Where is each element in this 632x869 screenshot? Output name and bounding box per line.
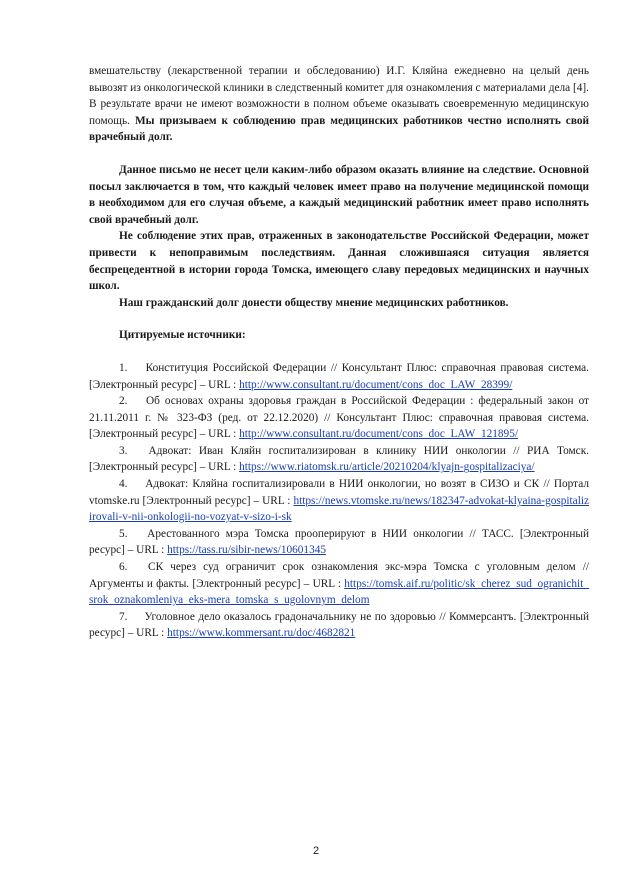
- page-number: 2: [312, 845, 320, 857]
- source-link[interactable]: https://news.vtomske.ru/news/182347-advokat-klyaina-gospitalizirovali-v-nii-onkologii-no-vozyat-v-sizo-i-sk: [89, 494, 589, 524]
- source-item: [89, 443, 589, 476]
- source-number: 7.: [119, 610, 128, 623]
- source-link[interactable]: http://www.consultant.ru/document/cons_doc_LAW_121895/: [239, 428, 518, 441]
- source-item: [89, 559, 589, 609]
- paragraph-4: Наш гражданский долг донести обществу мнение медицинских работников.: [119, 296, 509, 309]
- source-item: [89, 393, 589, 443]
- source-link[interactable]: http://www.consultant.ru/document/cons_doc_LAW_28399/: [239, 378, 513, 391]
- source-text: Об основах охраны здоровья граждан в Российской Федерации : федеральный закон от 21.11.2011 г. № 323-ФЗ (ред. от 22.12.2020) // Консультант Плюс: справочная правовая система. [Электронный ресурс] – URL :: [89, 395, 589, 441]
- paragraph-1-bold-text: Мы призываем к соблюдению прав медицинских работников честно исполнять свой врачебный долг.: [89, 114, 590, 144]
- spacer: [89, 311, 589, 327]
- source-link[interactable]: https://tomsk.aif.ru/politic/sk_cherez_sud_ogranichit_srok_oznakomleniya_eks-mera_tomska_s_ugolovnym_delom: [89, 577, 589, 607]
- paragraph-2: Данное письмо не несет цели каким-либо образом оказать влияние на следствие. Основной посыл заключается в том, что каждый человек имеет право на получение медицинской помощи в необходимом для его случая объеме, а каждый медицинский работник имеет право исполнять свой врачебный долг.: [89, 163, 589, 226]
- source-text: Уголовное дело оказалось градоначальнику не по здоровью // Коммерсантъ. [Электронный ресурс] – URL :: [89, 610, 589, 640]
- source-number: 5.: [119, 527, 128, 540]
- paragraph-1: [89, 63, 589, 146]
- sources-list: [89, 360, 589, 642]
- spacer: [89, 344, 589, 360]
- source-number: 4.: [119, 478, 128, 491]
- source-link[interactable]: https://tass.ru/sibir-news/10601345: [167, 544, 327, 557]
- source-item: [89, 360, 589, 393]
- page-content: [89, 63, 589, 642]
- source-number: 6.: [119, 561, 128, 574]
- source-text: Арестованного мэра Томска прооперируют в НИИ онкологии // ТАСС. [Электронный ресурс] – URL :: [89, 527, 590, 557]
- source-text: СК через суд ограничит срок ознакомления экс-мэра Томска с уголовным делом // Аргументы и факты. [Электронный ресурс] – URL :: [89, 561, 589, 590]
- source-text: Адвокат: Иван Кляйн госпитализирован в клинику НИИ онкологии // РИА Томск. [Электронный ресурс] – URL :: [89, 444, 590, 474]
- source-text: Адвокат: Кляйна госпитализировали в НИИ онкологии, но возят в СИЗО и СК // Портал vtomske.ru [Электронный ресурс] – URL :: [89, 478, 589, 507]
- source-item: [89, 609, 589, 642]
- paragraph-3: Не соблюдение этих прав, отраженных в законодательстве Российской Федерации, может привести к непоправимым последствиям. Данная сложившаяся ситуация является беспрецедентной в истории города Томска, имеющего славу передовых медицинских и научных школ.: [89, 230, 589, 293]
- paragraph-1-text: вмешательству (лекарственной терапии и обследованию) И.Г. Кляйна ежедневно на целый день вывозят из онкологической клиники в следственный комитет для ознакомления с материалами дела [4]. В результате врачи не имеют возможности в полном объеме оказывать своевременную медицинскую помощь.: [89, 65, 589, 127]
- source-item: [89, 476, 589, 526]
- source-link[interactable]: https://www.kommersant.ru/doc/4682821: [167, 627, 356, 640]
- source-link[interactable]: https://www.riatomsk.ru/article/20210204/klyajn-gospitalizaciya/: [239, 461, 535, 474]
- sources-heading: Цитируемые источники:: [119, 329, 246, 342]
- spacer: [89, 146, 589, 162]
- source-number: 2.: [119, 395, 128, 408]
- source-number: 3.: [119, 444, 128, 457]
- source-text: Конституция Российской Федерации // Консультант Плюс: справочная правовая система. [Электронный ресурс] – URL :: [89, 361, 589, 391]
- source-number: 1.: [119, 361, 128, 374]
- source-item: [89, 526, 589, 559]
